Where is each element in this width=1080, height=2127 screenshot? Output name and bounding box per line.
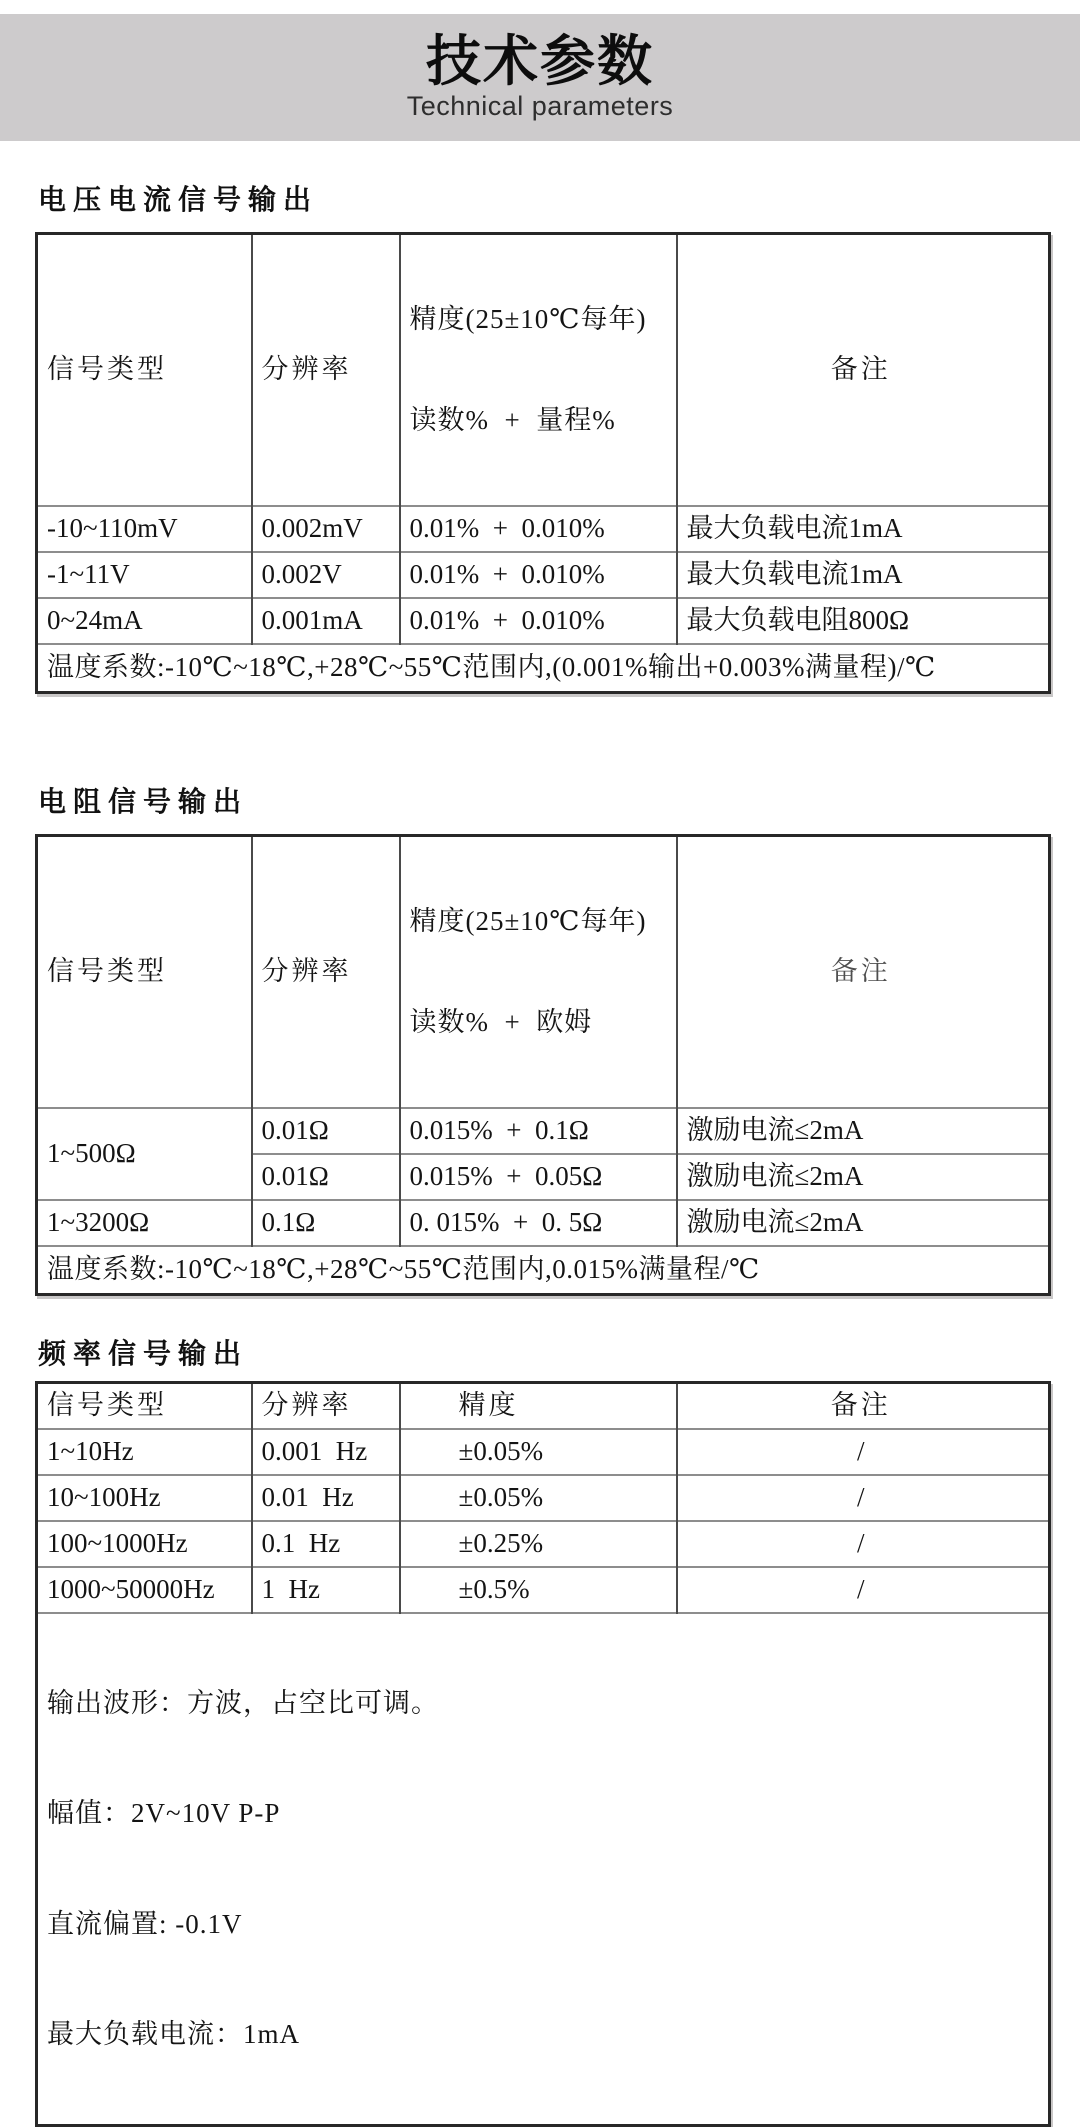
- table-row: [37, 1521, 1050, 1567]
- cell-resolution: 0.01 Hz: [252, 1475, 400, 1521]
- cell-accuracy: 0.01% + 0.010%: [400, 552, 677, 598]
- cell-accuracy: 0.01% + 0.010%: [400, 598, 677, 644]
- accuracy-header-line1: 精度(25±10℃每年): [409, 905, 647, 936]
- cell-remark: /: [677, 1475, 1050, 1521]
- note-waveform: 输出波形：方波，占空比可调。: [47, 1687, 439, 1718]
- header-cell-remark: 备注: [677, 234, 1050, 507]
- accuracy-header-line2: 读数% + 欧姆: [409, 1006, 593, 1037]
- header-cell-remark: 备注: [677, 1383, 1050, 1430]
- cell-resolution: 0.1 Hz: [252, 1521, 400, 1567]
- cell-remark: /: [677, 1521, 1050, 1567]
- cell-resolution: 0.1Ω: [252, 1200, 400, 1246]
- table-row: [37, 1567, 1050, 1613]
- header-cell-accuracy: [400, 836, 677, 1109]
- note-max-load-current: 最大负载电流：1mA: [47, 2019, 300, 2049]
- accuracy-header-line1: 精度(25±10℃每年): [409, 303, 647, 334]
- cell-resolution: 0.001 Hz: [252, 1429, 400, 1475]
- cell-remark: 激励电流≤2mA: [677, 1108, 1050, 1154]
- cell-resolution: 0.002V: [252, 552, 400, 598]
- cell-signal: 100~1000Hz: [37, 1521, 252, 1567]
- page-header-banner: [0, 14, 1080, 141]
- section-title-frequency: 频率信号输出: [38, 1339, 249, 1370]
- cell-signal: -10~110mV: [37, 506, 252, 552]
- table-row: [37, 598, 1050, 644]
- cell-signal: 1~3200Ω: [37, 1200, 252, 1246]
- table-footnote-row: [37, 644, 1050, 693]
- header-cell-signal-type: 信号类型: [37, 836, 252, 1109]
- cell-remark: /: [677, 1429, 1050, 1475]
- accuracy-header-line2: 读数% + 量程%: [409, 404, 616, 435]
- cell-accuracy: ±0.05%: [400, 1429, 677, 1475]
- temperature-coefficient-note: 温度系数:-10℃~18℃,+28℃~55℃范围内,(0.001%输出+0.003%满量程)/℃: [37, 644, 1050, 693]
- voltage-current-table: [35, 232, 1051, 694]
- cell-remark: 最大负载电阻800Ω: [677, 598, 1050, 644]
- table-header-row: [37, 1383, 1050, 1430]
- section-title-voltage-current: 电压电流信号输出: [38, 185, 319, 216]
- cell-accuracy: ±0.25%: [400, 1521, 677, 1567]
- cell-accuracy: 0.01% + 0.010%: [400, 506, 677, 552]
- header-cell-accuracy: 精度: [400, 1383, 677, 1430]
- cell-accuracy: 0. 015% + 0. 5Ω: [400, 1200, 677, 1246]
- cell-signal: 1000~50000Hz: [37, 1567, 252, 1613]
- frequency-table: [35, 1381, 1051, 2127]
- cell-signal: 1~10Hz: [37, 1429, 252, 1475]
- cell-signal: 10~100Hz: [37, 1475, 252, 1521]
- section-title-resistance: 电阻信号输出: [38, 787, 249, 818]
- page-title: 技术参数: [425, 29, 654, 92]
- header-cell-resolution: 分辨率: [252, 1383, 400, 1430]
- cell-accuracy: ±0.05%: [400, 1475, 677, 1521]
- cell-accuracy: ±0.5%: [400, 1567, 677, 1613]
- cell-resolution: 0.002mV: [252, 506, 400, 552]
- table-header-row: [37, 234, 1050, 507]
- header-cell-resolution: 分辨率: [252, 234, 400, 507]
- header-cell-accuracy: [400, 234, 677, 507]
- header-cell-remark: 备注: [677, 836, 1050, 1109]
- cell-remark: 激励电流≤2mA: [677, 1200, 1050, 1246]
- note-amplitude: 幅值：2V~10V P-P: [47, 1798, 281, 1828]
- table-header-row: [37, 836, 1050, 1109]
- cell-resolution: 0.01Ω: [252, 1108, 400, 1154]
- technical-parameters-page: [0, 14, 1080, 2049]
- temperature-coefficient-note: 温度系数:-10℃~18℃,+28℃~55℃范围内,0.015%满量程/℃: [37, 1246, 1050, 1295]
- cell-remark: 最大负载电流1mA: [677, 506, 1050, 552]
- cell-signal: -1~11V: [37, 552, 252, 598]
- page-subtitle: Technical parameters: [406, 91, 674, 122]
- cell-signal: 0~24mA: [37, 598, 252, 644]
- table-row: [37, 1200, 1050, 1246]
- header-cell-signal-type: 信号类型: [37, 234, 252, 507]
- table-row: [37, 1475, 1050, 1521]
- output-notes-block: [37, 1613, 1050, 2125]
- cell-signal-merged: 1~500Ω: [37, 1108, 252, 1200]
- cell-accuracy: 0.015% + 0.1Ω: [400, 1108, 677, 1154]
- table-footnote-row: [37, 1613, 1050, 2125]
- header-cell-signal-type: 信号类型: [37, 1383, 252, 1430]
- cell-accuracy: 0.015% + 0.05Ω: [400, 1154, 677, 1200]
- note-dc-offset: 直流偏置: -0.1V: [47, 1908, 243, 1939]
- cell-resolution: 1 Hz: [252, 1567, 400, 1613]
- resistance-table: [35, 834, 1051, 1296]
- cell-resolution: 0.01Ω: [252, 1154, 400, 1200]
- cell-remark: 激励电流≤2mA: [677, 1154, 1050, 1200]
- cell-remark: /: [677, 1567, 1050, 1613]
- table-footnote-row: [37, 1246, 1050, 1295]
- table-row: [37, 1429, 1050, 1475]
- table-row: [37, 1108, 1050, 1154]
- table-row: [37, 552, 1050, 598]
- cell-remark: 最大负载电流1mA: [677, 552, 1050, 598]
- table-row: [37, 506, 1050, 552]
- header-cell-resolution: 分辨率: [252, 836, 400, 1109]
- cell-resolution: 0.001mA: [252, 598, 400, 644]
